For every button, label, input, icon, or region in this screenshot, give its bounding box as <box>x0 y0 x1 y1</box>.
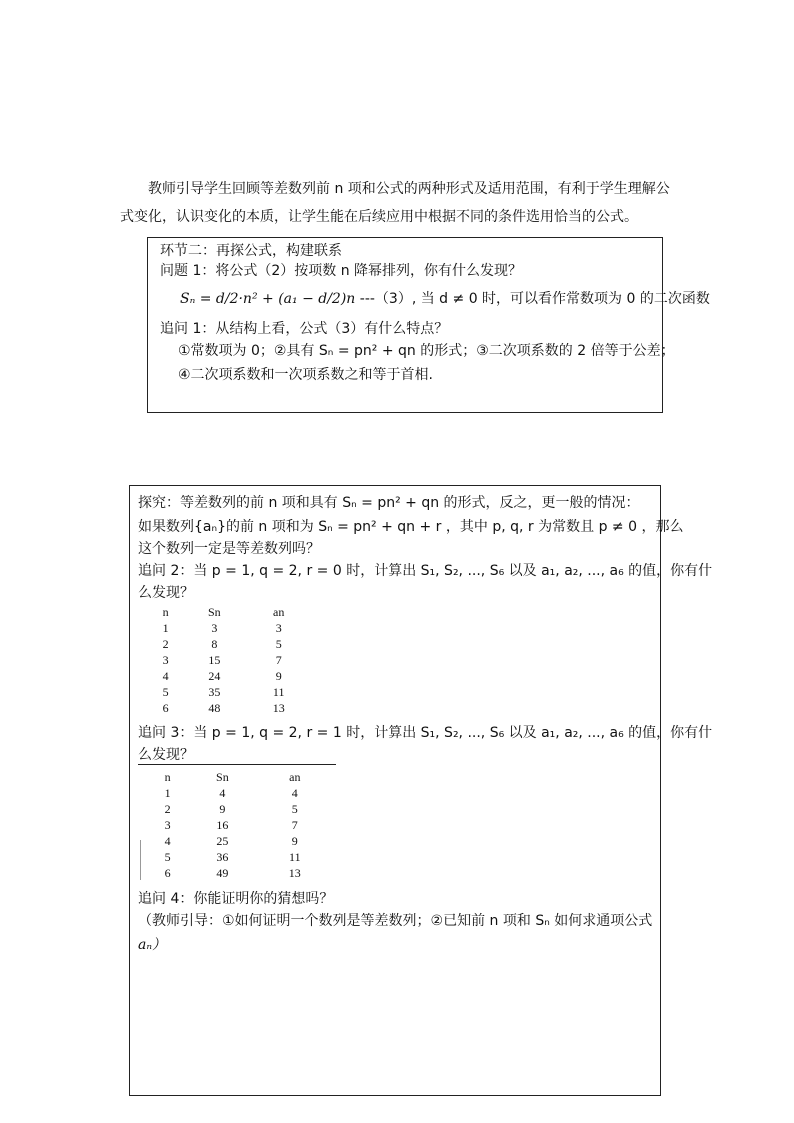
table-cell: 49 <box>216 865 229 880</box>
question-line-1: 如果数列{aₙ}的前 n 项和为 Sₙ = pn² + qn + r ，其中 p, q, r 为常数且 p ≠ 0 ，那么 <box>138 519 684 535</box>
table-cell: 4 <box>164 833 171 848</box>
formula-3 <box>180 290 710 308</box>
table-cell: 36 <box>216 849 229 864</box>
follow-up-3-line-2: 么发现？ <box>138 747 194 763</box>
table-cell: 8 <box>211 636 218 651</box>
table-cell: 3 <box>211 620 218 635</box>
table-cell: 4 <box>291 785 298 800</box>
table-cell: 48 <box>208 700 221 715</box>
table-row <box>150 684 310 700</box>
table-cell: 9 <box>291 833 298 848</box>
exploration-box <box>129 485 713 1096</box>
table-row <box>150 833 330 849</box>
table-header-cell: Sn <box>216 769 229 784</box>
table-cell: 5 <box>291 801 298 816</box>
table-header-cell: Sn <box>208 604 221 619</box>
table-cell: 5 <box>164 849 171 864</box>
table-header-row <box>150 769 330 785</box>
table-cell: 9 <box>219 801 226 816</box>
table-cell: 11 <box>289 849 301 864</box>
table-cell: 35 <box>208 684 221 699</box>
table-cell: 16 <box>216 817 229 832</box>
table-header-cell: n <box>162 604 169 619</box>
teacher-guide-line-1: （教师引导：①如何证明一个数列是等差数列；②已知前 n 项和 Sₙ 如何求通项公式 <box>138 913 653 929</box>
table-cell: 13 <box>288 865 301 880</box>
table-cell: 25 <box>216 833 229 848</box>
table-cell: 3 <box>275 620 282 635</box>
feature-points-1: ①常数项为 0；②具有 Sₙ = pn² + qn 的形式；③二次项系数的 2 倍等于公差； <box>178 343 675 359</box>
explore-statement: 探究：等差数列的前 n 项和具有 Sₙ = pn² + qn 的形式，反之，更一般的情况： <box>138 495 640 511</box>
values-table-2 <box>150 769 330 881</box>
feature-points-2: ④二次项系数和一次项系数之和等于首相. <box>178 367 433 383</box>
follow-up-1: 追问 1：从结构上看，公式（3）有什么特点？ <box>160 321 449 337</box>
intro-paragraph: 教师引导学生回顾等差数列前 n 项和公式的两种形式及适用范围，有利于学生理解公式变化，认识变化的本质，让学生能在后续应用中根据不同的条件选用恰当的公式。 <box>120 181 670 225</box>
table-row <box>150 801 330 817</box>
formula-description: ---（3）, 当 d ≠ 0 时，可以看作常数项为 0 的二次函数 <box>359 291 710 307</box>
table-row <box>150 849 330 865</box>
table-cell: 11 <box>272 684 285 699</box>
table-cell: 4 <box>162 668 169 683</box>
table-cell: 4 <box>219 785 226 800</box>
question-1: 问题 1：将公式（2）按项数 n 降幂排列，你有什么发现？ <box>160 263 523 279</box>
table-cell: 9 <box>275 668 282 683</box>
table-cell: 24 <box>208 668 221 683</box>
table-cell: 1 <box>164 785 171 800</box>
table-header-cell: an <box>273 604 285 619</box>
table-header-cell: an <box>289 769 301 784</box>
table-row <box>150 668 310 684</box>
table-row <box>150 817 330 833</box>
section-title: 环节二：再探公式，构建联系 <box>160 243 342 259</box>
table-cell: 1 <box>162 620 169 635</box>
table-cell: 5 <box>162 684 169 699</box>
follow-up-2-line-1: 追问 2：当 p = 1, q = 2, r = 0 时，计算出 S₁, S₂, ..., S₆ 以及 a₁, a₂, ..., a₆ 的值，你有什 <box>138 563 713 579</box>
table-cell: 7 <box>291 817 298 832</box>
formula-expression: Sₙ = d/2·n² + (a₁ − d/2)n <box>180 291 356 307</box>
table-cell: 2 <box>162 636 169 651</box>
values-table-1 <box>150 604 310 716</box>
table-cell: 2 <box>164 801 171 816</box>
table-cell: 13 <box>272 700 285 715</box>
teacher-guide-line-2: aₙ） <box>138 937 167 953</box>
cursor-bar <box>140 840 141 880</box>
table-cell: 6 <box>162 700 169 715</box>
table-row <box>150 785 330 801</box>
follow-up-3-line-1: 追问 3：当 p = 1, q = 2, r = 1 时，计算出 S₁, S₂, ..., S₆ 以及 a₁, a₂, ..., a₆ 的值，你有什 <box>138 725 713 741</box>
table-header-row <box>150 604 310 620</box>
table-cell: 7 <box>275 652 282 667</box>
table-cell: 3 <box>164 817 171 832</box>
lesson-section-box <box>147 237 710 413</box>
table-cell: 6 <box>164 865 171 880</box>
table-row <box>150 636 310 652</box>
table-cell: 5 <box>275 636 282 651</box>
table-header-cell: n <box>164 769 171 784</box>
follow-up-2-line-2: 么发现？ <box>138 585 194 601</box>
table-row <box>150 620 310 636</box>
table-row <box>150 652 310 668</box>
underline-divider <box>138 764 336 765</box>
table-row <box>150 865 330 881</box>
follow-up-4: 追问 4：你能证明你的猜想吗？ <box>138 891 334 907</box>
table-row <box>150 700 310 716</box>
question-line-2: 这个数列一定是等差数列吗？ <box>138 541 320 557</box>
table-cell: 3 <box>162 652 169 667</box>
table-cell: 15 <box>208 652 221 667</box>
